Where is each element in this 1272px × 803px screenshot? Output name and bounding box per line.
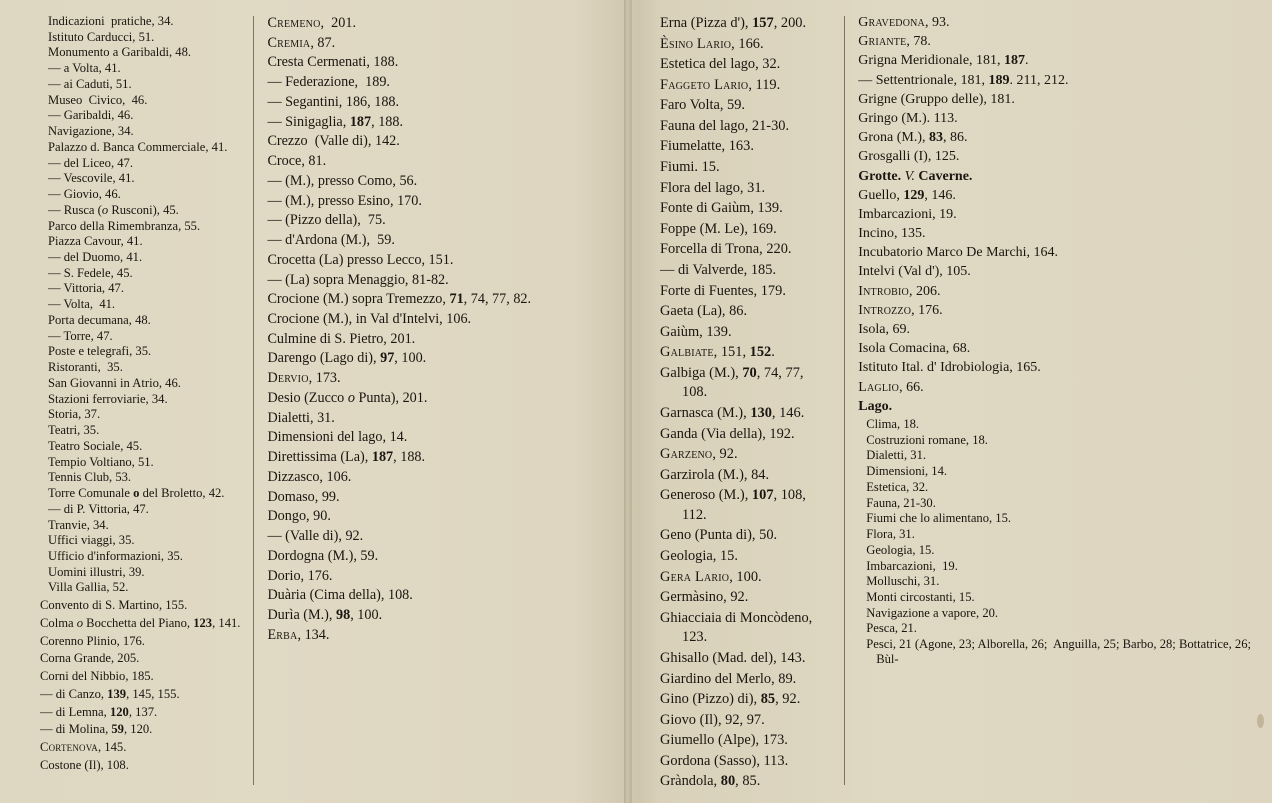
index-entry: Geologia, 15. xyxy=(866,542,935,557)
index-entry: Domaso, 99. xyxy=(267,488,340,505)
index-entry: — ai Caduti, 51. xyxy=(48,76,132,91)
index-entry: Navigazione a vapore, 20. xyxy=(866,605,999,620)
index-entry: Fauna del lago, 21-30. xyxy=(660,117,790,134)
index-entry: — a Volta, 41. xyxy=(48,61,121,76)
entry-list-1 xyxy=(40,14,240,773)
index-entry: Indicazioni pratiche, 34. xyxy=(48,14,174,28)
index-entry: Dialetti, 31. xyxy=(866,448,927,463)
index-entry: Galbiate, 151, 152. xyxy=(660,344,775,361)
index-entry: — (Pizzo della), 75. xyxy=(267,212,386,229)
index-entry: Foppe (M. Le), 169. xyxy=(660,220,777,237)
index-entry: Villa Gallia, 52. xyxy=(48,580,129,595)
index-entry: Gravedona, 93. xyxy=(858,15,950,30)
index-entry: Gera Lario, 100. xyxy=(660,568,762,585)
index-entry: — Vescovile, 41. xyxy=(48,171,135,186)
index-entry: Grigne (Gruppo delle), 181. xyxy=(858,91,1015,107)
index-entry: Istituto Carducci, 51. xyxy=(48,29,155,44)
index-entry: Imbarcazioni, 19. xyxy=(866,558,958,573)
index-entry: — S. Fedele, 45. xyxy=(48,265,133,280)
index-entry: Tranvie, 34. xyxy=(48,517,109,532)
index-entry: — Settentrionale, 181, 189. 211, 212. xyxy=(858,72,1069,88)
index-entry: Crocione (M.), in Val d'Intelvi, 106. xyxy=(267,311,472,328)
index-entry: Ghiacciaia di Moncòdeno, 123. xyxy=(660,609,813,646)
index-entry: Duària (Cima della), 108. xyxy=(267,587,413,604)
entry-list-2 xyxy=(267,14,531,645)
entry-list-4 xyxy=(858,14,1254,667)
index-entry: Crocetta (La) presso Lecco, 151. xyxy=(267,251,454,268)
index-entry: Galbiga (M.), 70, 74, 77, 108. xyxy=(660,364,804,401)
index-entry: Cortenova, 145. xyxy=(40,740,127,755)
index-entry: Teatri, 35. xyxy=(48,423,100,438)
index-entry: — (M.), presso Esino, 170. xyxy=(267,192,422,209)
index-entry: — Torre, 47. xyxy=(48,328,113,343)
index-entry: Dorio, 176. xyxy=(267,567,333,584)
index-entry: Imbarcazioni, 19. xyxy=(858,206,957,222)
index-entry: Garzirola (M.), 84. xyxy=(660,466,770,483)
index-entry: Laglio, 66. xyxy=(858,379,924,395)
index-entry: Forcella di Trona, 220. xyxy=(660,241,792,258)
index-entry: Poste e telegrafi, 35. xyxy=(48,344,152,359)
index-entry: Isola Comacina, 68. xyxy=(858,341,971,357)
index-entry: Fauna, 21-30. xyxy=(866,495,936,510)
index-entry: Cremeno, 201. xyxy=(267,15,356,31)
index-entry: — del Liceo, 47. xyxy=(48,155,133,170)
index-entry: — (Valle di), 92. xyxy=(267,528,364,545)
index-entry: Darengo (Lago di), 97, 100. xyxy=(267,350,427,367)
index-entry: Parco della Rimembranza, 55. xyxy=(48,218,201,233)
index-entry: — di Canzo, 139, 145, 155. xyxy=(40,686,180,701)
index-entry: San Giovanni in Atrio, 46. xyxy=(48,375,181,390)
index-entry: Lago. xyxy=(858,398,893,414)
index-entry: Cremia, 87. xyxy=(267,34,336,51)
index-entry: — Segantini, 186, 188. xyxy=(267,93,400,110)
index-entry: Croce, 81. xyxy=(267,153,327,170)
index-entry: Guello, 129, 146. xyxy=(858,187,956,203)
index-entry: Grigna Meridionale, 181, 187. xyxy=(858,53,1029,69)
index-entry: — Sinigaglia, 187, 188. xyxy=(267,113,404,130)
index-column-2 xyxy=(267,14,531,795)
index-entry: Torre Comunale o del Broletto, 42. xyxy=(48,486,225,501)
column-divider-2 xyxy=(844,16,845,785)
entry-list-3 xyxy=(660,14,831,792)
index-entry: Geologia, 15. xyxy=(660,548,738,565)
column-divider-1 xyxy=(253,16,254,785)
index-entry: Colma o Bocchetta del Piano, 123, 141. xyxy=(40,615,241,630)
index-column-4 xyxy=(858,14,1254,795)
index-entry: Crocione (M.) sopra Tremezzo, 71, 74, 77, 82. xyxy=(267,291,532,308)
index-entry: Crezzo (Valle di), 142. xyxy=(267,133,400,150)
index-entry: — (M.), presso Como, 56. xyxy=(267,172,418,189)
index-entry: — di Valverde, 185. xyxy=(660,261,777,278)
index-entry: Fiumi che lo alimentano, 15. xyxy=(866,511,1012,526)
index-entry: Storia, 37. xyxy=(48,407,101,422)
index-entry: — Vittoria, 47. xyxy=(48,281,124,296)
index-entry: — Rusca (o Rusconi), 45. xyxy=(48,202,179,217)
index-entry: Incubatorio Marco De Marchi, 164. xyxy=(858,245,1059,261)
index-entry: Grona (M.), 83, 86. xyxy=(858,130,968,146)
index-entry: Forte di Fuentes, 179. xyxy=(660,282,786,299)
index-entry: Ufficio d'informazioni, 35. xyxy=(48,548,183,563)
index-entry: Ganda (Via della), 192. xyxy=(660,425,795,442)
index-entry: Dimensioni del lago, 14. xyxy=(267,429,408,446)
index-entry: — Giovio, 46. xyxy=(48,187,121,202)
index-entry: — di P. Vittoria, 47. xyxy=(48,501,149,516)
index-entry: — di Molina, 59, 120. xyxy=(40,722,153,737)
index-entry: Culmine di S. Pietro, 201. xyxy=(267,330,416,347)
index-entry: — (La) sopra Menaggio, 81-82. xyxy=(267,271,449,288)
index-entry: Monti circostanti, 15. xyxy=(866,590,975,605)
index-entry: Dervio, 173. xyxy=(267,370,341,387)
index-entry: — di Lemna, 120, 137. xyxy=(40,704,158,719)
index-entry: Faggeto Lario, 119. xyxy=(660,76,781,93)
index-entry: — d'Ardona (M.), 59. xyxy=(267,232,395,249)
index-entry: Direttissima (La), 187, 188. xyxy=(267,449,426,466)
index-entry: Istituto Ital. d' Idrobiologia, 165. xyxy=(858,360,1041,376)
right-page xyxy=(628,0,1272,803)
index-entry: Fiumelatte, 163. xyxy=(660,138,754,155)
index-entry: Clima, 18. xyxy=(866,416,920,431)
index-entry: Erna (Pizza d'), 157, 200. xyxy=(660,15,807,31)
index-entry: Ghisallo (Mad. del), 143. xyxy=(660,649,806,666)
index-column-3 xyxy=(660,14,831,795)
index-entry: Tennis Club, 53. xyxy=(48,470,132,485)
index-entry: Corenno Plinio, 176. xyxy=(40,633,145,648)
index-entry: Gaeta (La), 86. xyxy=(660,303,748,320)
index-entry: Ristoranti, 35. xyxy=(48,360,123,375)
index-entry: Fiumi. 15. xyxy=(660,159,720,176)
index-entry: Fonte di Gaiùm, 139. xyxy=(660,200,783,217)
index-entry: Pesci, 21 (Agone, 23; Alborella, 26; Anguilla, 25; Barbo, 28; Bottatrice, 26; Bùl- xyxy=(866,637,1251,666)
index-entry: Isola, 69. xyxy=(858,322,910,337)
index-entry: — Volta, 41. xyxy=(48,297,116,312)
index-entry: Porta decumana, 48. xyxy=(48,312,151,327)
index-entry: Teatro Sociale, 45. xyxy=(48,438,143,453)
page-gutter xyxy=(624,0,632,803)
index-entry: Gaiùm, 139. xyxy=(660,323,732,340)
index-entry: — Garibaldi, 46. xyxy=(48,108,134,123)
index-entry: — Federazione, 189. xyxy=(267,74,390,91)
index-entry: Dimensioni, 14. xyxy=(866,464,948,479)
index-entry: Molluschi, 31. xyxy=(866,574,940,589)
index-entry: Gràndola, 80, 85. xyxy=(660,773,761,790)
index-entry: Introzzo, 176. xyxy=(858,302,943,318)
index-entry: Erba, 134. xyxy=(267,626,330,643)
index-entry: Uffici viaggi, 35. xyxy=(48,533,135,548)
index-entry: Dizzasco, 106. xyxy=(267,468,352,485)
index-entry: Tempio Voltiano, 51. xyxy=(48,454,154,469)
index-entry: Navigazione, 34. xyxy=(48,124,134,139)
left-page xyxy=(0,0,628,803)
index-entry: Stazioni ferroviarie, 34. xyxy=(48,391,168,406)
index-entry: Piazza Cavour, 41. xyxy=(48,234,143,249)
index-entry: Giumello (Alpe), 173. xyxy=(660,732,788,749)
index-entry: Geno (Punta di), 50. xyxy=(660,527,778,544)
index-entry: — del Duomo, 41. xyxy=(48,250,143,265)
index-entry: Introbio, 206. xyxy=(858,283,941,299)
index-entry: Gino (Pizzo) di), 85, 92. xyxy=(660,691,801,708)
index-entry: Giovo (Il), 92, 97. xyxy=(660,711,765,728)
index-entry: Germàsino, 92. xyxy=(660,589,749,606)
index-entry: Dialetti, 31. xyxy=(267,409,335,426)
index-entry: Desio (Zucco o Punta), 201. xyxy=(267,389,428,406)
index-entry: Uomini illustri, 39. xyxy=(48,564,145,579)
index-entry: Estetica, 32. xyxy=(866,479,929,494)
index-entry: Giardino del Merlo, 89. xyxy=(660,670,797,687)
index-entry: Palazzo d. Banca Commerciale, 41. xyxy=(48,139,228,154)
index-entry: Durìa (M.), 98, 100. xyxy=(267,607,383,624)
index-entry: Flora del lago, 31. xyxy=(660,179,766,196)
index-entry: Cresta Cermenati, 188. xyxy=(267,54,399,71)
index-entry: Estetica del lago, 32. xyxy=(660,56,781,73)
page-edge-mark xyxy=(1257,714,1264,728)
index-entry: Grotte. V. Caverne. xyxy=(858,168,973,184)
index-entry: Costone (Il), 108. xyxy=(40,757,129,772)
index-entry: Gringo (M.). 113. xyxy=(858,110,958,126)
index-entry: Incino, 135. xyxy=(858,226,926,242)
index-entry: Gordona (Sasso), 113. xyxy=(660,752,789,769)
index-entry: Griante, 78. xyxy=(858,34,931,50)
index-entry: Pesca, 21. xyxy=(866,621,917,636)
index-entry: Intelvi (Val d'), 105. xyxy=(858,264,971,280)
index-entry: Èsino Lario, 166. xyxy=(660,35,764,52)
index-entry: Corna Grande, 205. xyxy=(40,651,140,666)
index-entry: Dongo, 90. xyxy=(267,508,331,525)
index-entry: Dordogna (M.), 59. xyxy=(267,547,379,564)
index-entry: Monumento a Garibaldi, 48. xyxy=(48,45,192,60)
index-entry: Garnasca (M.), 130, 146. xyxy=(660,404,805,421)
index-entry: Corni del Nibbio, 185. xyxy=(40,669,154,684)
index-entry: Grosgalli (I), 125. xyxy=(858,149,960,165)
index-entry: Costruzioni romane, 18. xyxy=(866,432,988,447)
index-entry: Flora, 31. xyxy=(866,527,915,542)
index-column-1 xyxy=(40,14,240,795)
index-entry: Garzeno, 92. xyxy=(660,446,738,463)
index-entry: Generoso (M.), 107, 108, 112. xyxy=(660,487,806,523)
index-entry: Museo Civico, 46. xyxy=(48,92,148,107)
index-entry: Faro Volta, 59. xyxy=(660,97,746,114)
index-entry: Convento di S. Martino, 155. xyxy=(40,598,188,613)
